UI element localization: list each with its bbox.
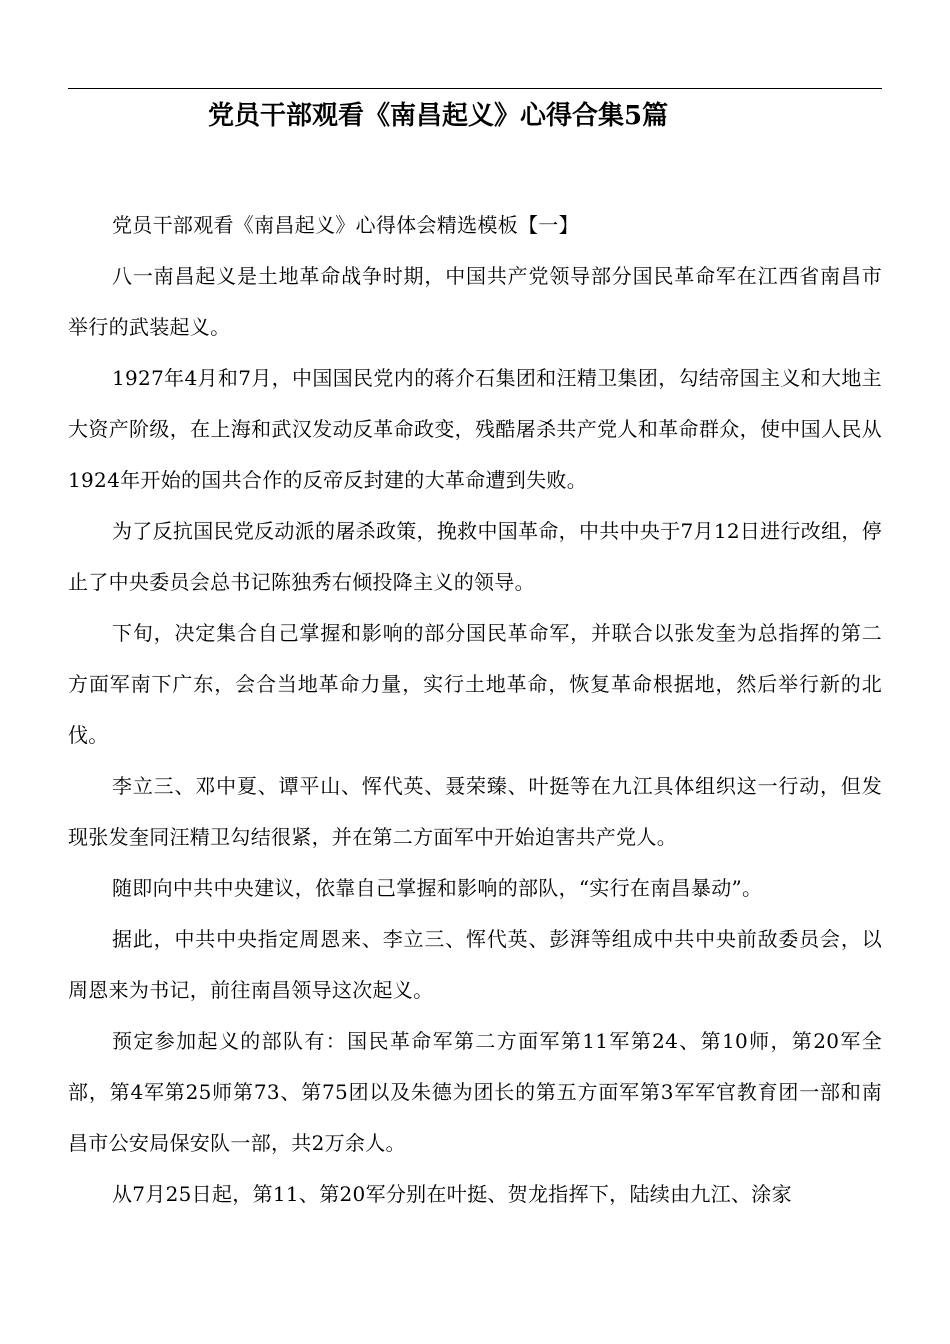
body-paragraph: 为了反抗国民党反动派的屠杀政策，挽救中国革命，中共中央于7月12日进行改组，停止了中央委员会总书记陈独秀右倾投降主义的领导。 [68,519,882,594]
body-paragraph: 下旬，决定集合自己掌握和影响的部分国民革命军，并联合以张发奎为总指挥的第二方面军南下广东，会合当地革命力量，实行土地革命，恢复革命根据地，然后举行新的北伐。 [68,621,882,747]
body-paragraph: 八一南昌起义是土地革命战争时期，中国共产党领导部分国民革命军在江西省南昌市举行的武装起义。 [68,264,882,339]
body-paragraph: 预定参加起义的部队有：国民革命军第二方面军第11军第24、第10师，第20军全部，第4军第25师第73、第75团以及朱德为团长的第五方面军第3军军官教育团一部和南昌市公安局保安队一部，共2万余人。 [68,1029,882,1155]
body-paragraph: 随即向中共中央建议，依靠自己掌握和影响的部队，“实行在南昌暴动”。 [112,876,763,900]
document-body [68,200,882,1220]
body-paragraph: 李立三、邓中夏、谭平山、恽代英、聂荣臻、叶挺等在九江具体组织这一行动，但发现张发奎同汪精卫勾结很紧，并在第二方面军中开始迫害共产党人。 [68,774,882,849]
body-paragraph: 据此，中共中央指定周恩来、李立三、恽代英、彭湃等组成中共中央前敌委员会，以周恩来为书记，前往南昌领导这次起义。 [68,927,882,1002]
body-paragraph: 从7月25日起，第11、第20军分别在叶挺、贺龙指挥下，陆续由九江、涂家 [112,1182,792,1206]
document-title: 党员干部观看《南昌起义》心得合集5篇 [208,101,669,131]
section-heading: 党员干部观看《南昌起义》心得体会精选模板【一】 [112,213,579,237]
body-paragraph: 1927年4月和7月，中国国民党内的蒋介石集团和汪精卫集团，勾结帝国主义和大地主大资产阶级，在上海和武汉发动反革命政变，残酷屠杀共产党人和革命群众，使中国人民从1924年开始的国共合作的反帝反封建的大革命遭到失败。 [68,366,882,492]
header-rule [68,88,882,89]
